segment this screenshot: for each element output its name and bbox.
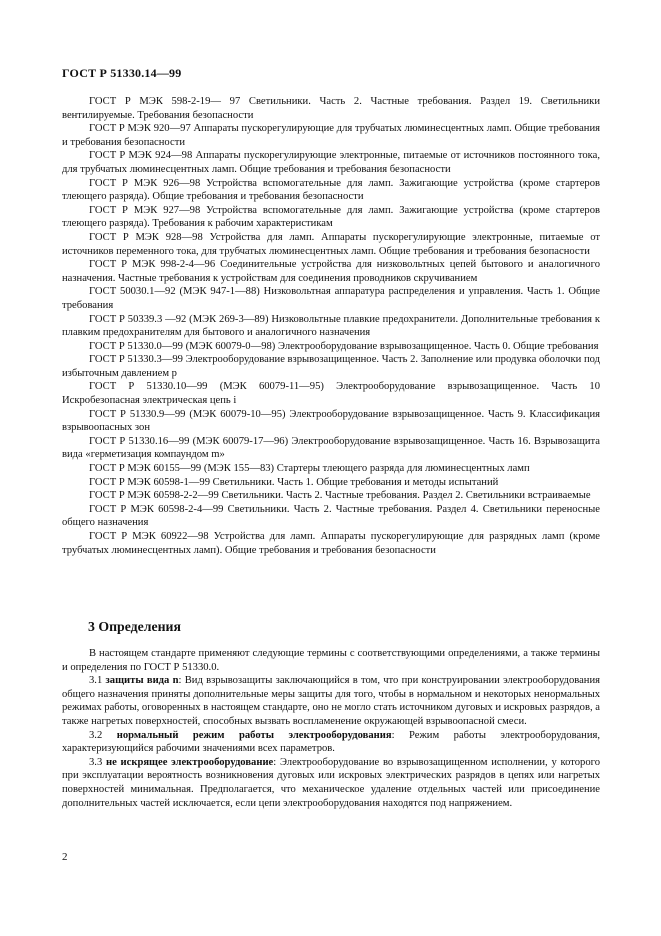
reference-item: ГОСТ Р МЭК 998-2-4—96 Соединительные устройства для низковольтных цепей бытового и аналогичного назначения. Частные требования к устройствам для соединения проводников скручиванием xyxy=(62,259,600,284)
page-number: 2 xyxy=(62,851,68,863)
definition-term: защиты вида n xyxy=(105,675,179,687)
section-heading: 3 Определения xyxy=(88,619,181,634)
reference-item: ГОСТ Р МЭК 926—98 Устройства вспомогательные для ламп. Зажигающие устройства (кроме стартеров тлеющего разряда). Общие требования и требования безопасности xyxy=(62,177,600,203)
reference-item: ГОСТ Р МЭК 927—98 Устройства вспомогательные для ламп. Зажигающие устройства (кроме стартеров тлеющего разряда). Требования к рабочим характеристикам xyxy=(62,204,600,230)
definition-separator: : xyxy=(178,675,185,687)
reference-item: ГОСТ Р МЭК 924—98 Аппараты пускорегулирующие электронные, питаемые от источников постоянного тока, для трубчатых люминесцентных ламп. Общие требования и требования безопасности xyxy=(62,150,600,175)
reference-item: ГОСТ Р 51330.10—99 (МЭК 60079-11—95) Электрооборудование взрывозащищенное. Часть 10 Искробезопасная электрическая цепь i xyxy=(62,381,600,407)
definition-text: Электрооборудование во взрывозащищенном исполнении, у которого при эксплуатации вероятность возникновения дуговых или искровых электрических разрядов в цепях или нагретых поверхностей минимальная. Предполагается, что механическое удаление отдельных частей или присоединение дополнительных частей исключается, если цепи электрооборудования находятся под напряжением. xyxy=(62,756,601,809)
definition-text: Вид взрывозащиты заключающийся в том, что при конструировании электрооборудования общего назначения приняты дополнительные меры защиты для того, чтобы в нормальном и некоторых ненормальных режимах работы, оговоренных в настоящем стандарте, оно не могло стать источником дуговых и искровых разрядов, а также нагретых поверхностей, способных вызвать воспламенение окружающей взрывоопасной смеси. xyxy=(62,675,601,727)
reference-item: ГОСТ Р МЭК 60922—98 Устройства для ламп. Аппараты пускорегулирующие для разрядных ламп (кроме трубчатых люминесцентных ламп). Общие требования и требования безопасности xyxy=(62,531,600,556)
reference-item: ГОСТ Р МЭК 598-2-19— 97 Светильники. Часть 2. Частные требования. Раздел 19. Светильники вентилируемые. Требования безопасности xyxy=(62,96,600,121)
reference-item: ГОСТ Р 51330.3—99 Электрооборудование взрывозащищенное. Часть 2. Заполнение или продувка оболочки под избыточным давлением p xyxy=(62,354,600,379)
definition-separator: : xyxy=(273,756,280,768)
reference-item: ГОСТ 50030.1—92 (МЭК 947-1—88) Низковольтная аппаратура распределения и управления. Часть 1. Общие требования xyxy=(62,286,600,311)
reference-item: ГОСТ Р МЭК 920—97 Аппараты пускорегулирующие для трубчатых люминесцентных ламп. Общие требования и требования безопасности xyxy=(62,123,600,148)
definitions-section xyxy=(62,647,600,810)
reference-item: ГОСТ Р МЭК 60598-2-4—99 Светильники. Часть 2. Частные требования. Раздел 4. Светильники переносные общего назначения xyxy=(62,503,600,529)
definition-item xyxy=(62,729,600,756)
definition-term: не искрящее электрооборудование xyxy=(105,756,274,768)
standard-code: ГОСТ Р 51330.14—99 xyxy=(62,66,182,80)
reference-item: ГОСТ Р МЭК 928—98 Устройства для ламп. Аппараты пускорегулирующие электронные, питаемые от источников переменного тока, для трубчатых люминесцентных ламп. Общие требования и требования безопасности xyxy=(62,231,600,257)
definition-number: 3.1 xyxy=(89,675,106,687)
definition-item xyxy=(62,674,600,728)
reference-item: ГОСТ Р МЭК 60155—99 (МЭК 155—83) Стартеры тлеющего разряда для люминесцентных ламп xyxy=(89,463,530,475)
reference-item: ГОСТ Р МЭК 60598-2-2—99 Светильники. Часть 2. Частные требования. Раздел 2. Светильники встраиваемые xyxy=(89,490,591,502)
reference-item: ГОСТ Р МЭК 60598-1—99 Светильники. Часть 1. Общие требования и методы испытаний xyxy=(89,476,499,488)
reference-item: ГОСТ Р 51330.16—99 (МЭК 60079-17—96) Электрооборудование взрывозащищенное. Часть 16. Взрывозащита вида «герметизация компаундом m» xyxy=(62,435,600,461)
definition-text: Режим работы электрооборудования, характеризующийся рабочими значениями всех параметров. xyxy=(62,729,601,755)
reference-item: ГОСТ Р 50339.3 —92 (МЭК 269-3—89) Низковольтные плавкие предохранители. Дополнительные требования к плавким предохранителям для бытового и аналогичного назначения xyxy=(62,313,600,339)
section-intro: В настоящем стандарте применяют следующие термины с соответствующими определениями, а также термины и определения по ГОСТ Р 51330.0. xyxy=(62,648,600,673)
definition-term: нормальный режим работы электрооборудования xyxy=(116,729,392,741)
definition-number: 3.3 xyxy=(89,756,106,768)
definition-separator: : xyxy=(391,729,410,741)
normative-references-list xyxy=(62,95,600,557)
definition-item xyxy=(62,756,600,810)
reference-item: ГОСТ Р 51330.0—99 (МЭК 60079-0—98) Электрооборудование взрывозащищенное. Часть 0. Общие требования xyxy=(89,340,599,352)
definition-number: 3.2 xyxy=(89,729,117,741)
reference-item: ГОСТ Р 51330.9—99 (МЭК 60079-10—95) Электрооборудование взрывозащищенное. Часть 9. Классификация взрывоопасных зон xyxy=(62,408,600,434)
